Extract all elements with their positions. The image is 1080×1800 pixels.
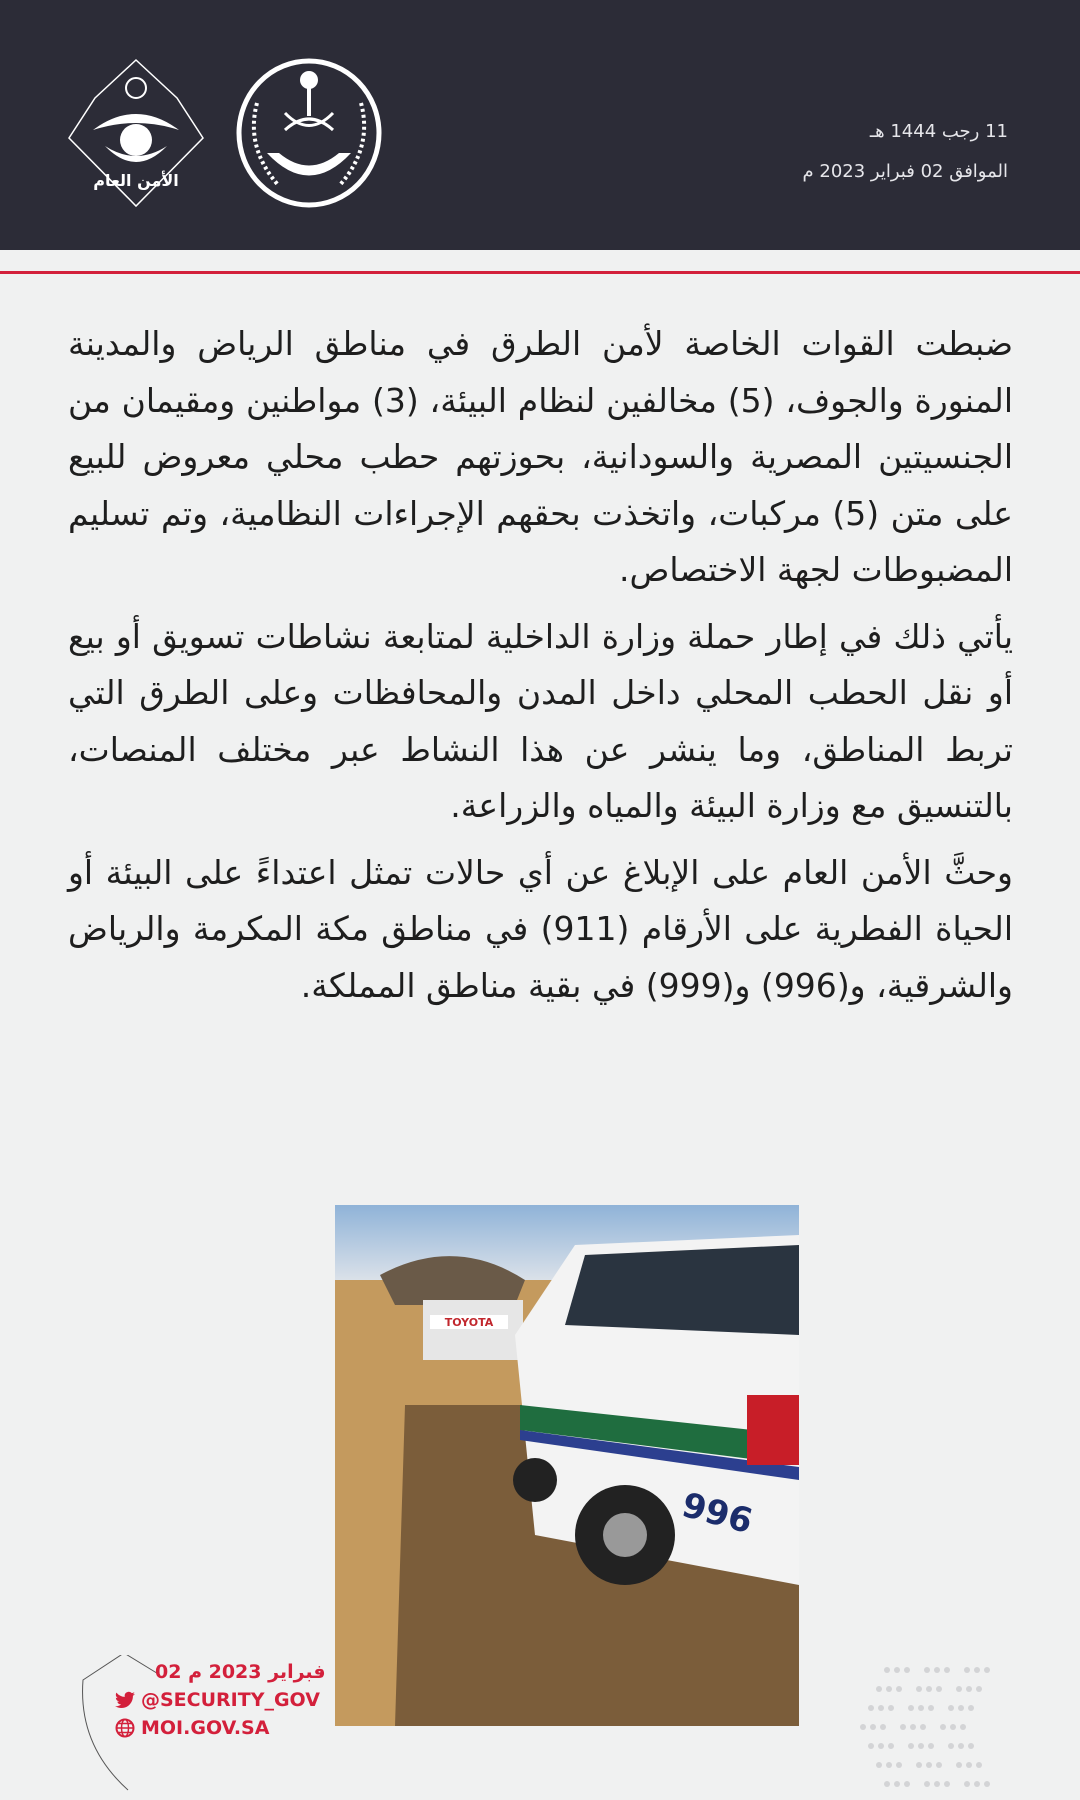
twitter-handle[interactable]: @SECURITY_GOV: [141, 1689, 320, 1711]
ministry-seal: [235, 58, 383, 208]
website-link[interactable]: MOI.GOV.SA: [141, 1717, 270, 1739]
truck-brand: TOYOTA: [444, 1316, 494, 1329]
header: [0, 0, 1080, 250]
paragraph: يأتي ذلك في إطار حملة وزارة الداخلية لمتابعة نشاطات تسويق أو بيع أو نقل الحطب المحلي داخل المدن والمحافظات وعلى الطرق التي تربط المناطق، وما ينشر عن هذا النشاط عبر مختلف المنصات، بالتنسيق مع وزارة البيئة والمياه والزراعة.: [68, 616, 1013, 825]
decorative-dots: [858, 1660, 992, 1793]
globe-icon: [115, 1718, 135, 1738]
svg-text:الأمن العام: الأمن العام: [93, 171, 179, 190]
news-photo: [335, 1205, 799, 1726]
gregorian-date: الموافق 02 فبراير 2023 م: [802, 161, 1008, 182]
paragraph: وحثَّ الأمن العام على الإبلاغ عن أي حالات تمثل اعتداءً على البيئة أو الحياة الفطرية على الأرقام (911) في مناطق مكة المكرمة والرياض والشرقية، و(996) و(999) في بقية مناطق المملكة.: [68, 852, 1013, 1005]
twitter-icon: [115, 1691, 135, 1709]
vehicle-number: 996: [677, 1485, 757, 1543]
hijri-date: 11 رجب 1444 هـ: [869, 121, 1008, 142]
public-security-logo: [65, 58, 207, 208]
article-body: [68, 316, 1013, 1024]
paragraph: ضبطت القوات الخاصة لأمن الطرق في مناطق الرياض والمدينة المنورة والجوف، (5) مخالفين لنظام البيئة، (3) مواطنين ومقيمان من الجنسيتين المصرية والسودانية، بحوزتهم حطب محلي معروض للبيع على متن (5) مركبات، واتخذت بحقهم الإجراءات النظامية، وتم تسليم المضبوطات لجهة الاختصاص.: [68, 324, 1014, 589]
divider: [0, 271, 1080, 274]
footer-date: 02 فبراير 2023 م: [155, 1661, 326, 1683]
